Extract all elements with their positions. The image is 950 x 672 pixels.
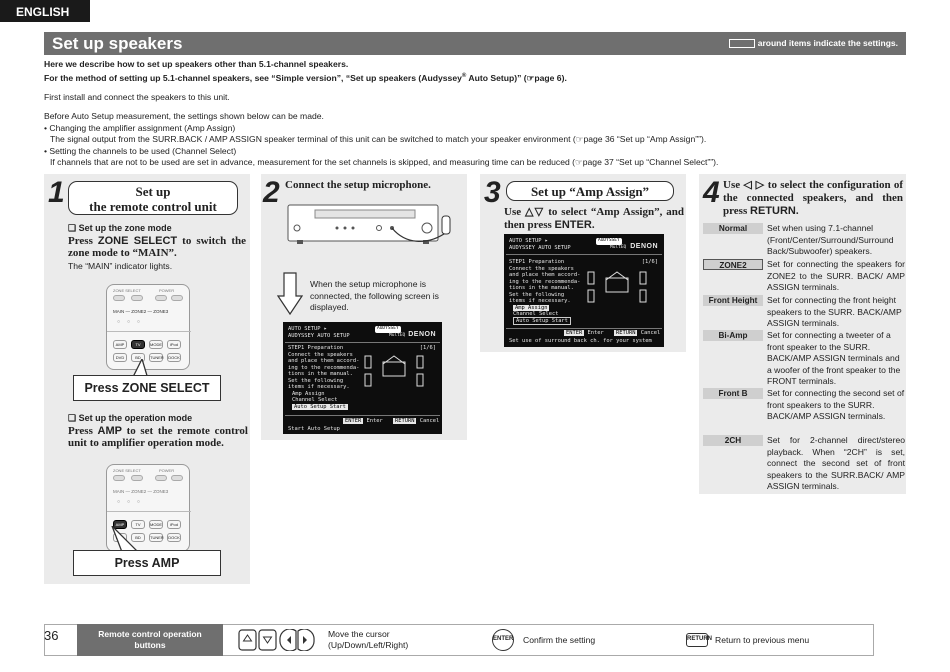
step-3-panel [480,174,686,352]
return-button-icon: RETURN [686,633,708,647]
remote-amp-highlight: AMP [113,520,127,529]
step-4-instruction: Use ◁ ▷ to select the configuration of the connected speakers, and then press RETURN. [723,179,903,217]
remote-button [155,475,167,481]
remote-button [155,295,167,301]
cursor-buttons-icon [238,629,318,651]
receiver-and-microphone-illustration [287,204,457,246]
enter-button-icon: ENTER [492,629,514,651]
intro-bullet-1: • Changing the amplifier assignment (Amp Assign) [44,122,236,133]
reference-icon: ☞ [575,157,583,168]
option-key: Normal [703,223,763,234]
denon-logo: DENON [630,243,658,250]
audyssey-badge: AUDYSSEY [377,326,399,331]
step-1-sub-2: ❑ Set up the operation mode Press AMP to set the remote control unit to amplifier operation mode. [68,413,248,449]
reference-icon: ☞ [526,72,535,83]
step-2-panel [261,174,467,440]
intro-section [44,59,906,169]
step-2-title: Connect the setup microphone. [285,179,431,191]
indicator-box-icon [729,39,755,48]
step-4-number: 4 [703,176,720,209]
remote-button [171,475,183,481]
callout-press-zone-select: Press ZONE SELECT [73,375,221,401]
step-1-title: Set up the remote control unit [68,181,238,215]
speaker-layout-icon [359,352,429,392]
callout-press-amp: Press AMP [73,550,221,576]
title-bar [44,32,906,55]
step-1-sub-1: ❑ Set up the zone mode Press ZONE SELECT to switch the zone mode to “MAIN”. The “MAIN” indicator lights. [68,223,246,271]
down-arrow-icon [277,272,303,316]
option-key: 2CH [703,435,763,446]
remote-zone-select-highlight: TV [131,340,145,349]
footer-confirm: Confirm the setting [523,635,596,645]
step-1-number: 1 [48,176,65,209]
intro-line-4: Before Auto Setup measurement, the settings shown below can be made. [44,111,324,122]
option-key: Bi-Amp [703,330,763,341]
denon-logo: DENON [408,331,436,338]
option-description: Set for 2-channel direct/stereo playback. When “2CH” is set, connect the second set of front speakers to the SURR.BACK/ AMP ASSIGN terminals. [767,435,905,491]
reference-icon: ☞ [575,134,584,145]
step-2-osd-screen: AUTO SETUP ▸ AUDYSSEY AUTO SETUP AUDYSSEY MultEQ DENON STEP1 Preparation Connect the speakers and place them accord- ing to the recommenda- tions in the manual. Set the following items if necessary. Amp Assign Channel Select Auto Setup Start [1/6] ENTER Enter RETURN Cancel Start Auto Setup [283,322,442,434]
step-3-instruction: Use △▽ to select “Amp Assign”, and then press ENTER. [504,206,684,231]
remote-control-image-2: ZONE SELECT POWER MAIN — ZONE2 — ZONE3 ○ ○ ○ AMP TV MODE iPod BD TUNER DOCK [106,464,190,552]
intro-bullet-1-detail: The signal output from the SURR.BACK / AMP ASSIGN speaker terminal of this unit can be switched to match your speaker environment (☞page 36 “Set up “Amp Assign””). [50,134,707,145]
footer-return: Return to previous menu [715,635,810,645]
option-description: Set for connecting the second set of front speakers to the SURR. BACK/AMP ASSIGN terminals. [767,388,905,421]
option-key: Front Height [703,295,763,306]
option-description: Set for connecting a tweeter of a front speaker to the SURR. BACK/AMP ASSIGN terminals and a woofer of the front speaker to the FRONT terminals. [767,330,901,386]
intro-bullet-2: • Setting the channels to be used (Channel Select) [44,145,237,156]
option-key: ZONE2 [703,259,763,270]
page-number: 36 [44,628,59,643]
step-1-panel [44,174,250,584]
intro-bullet-2-detail: If channels that are not to be used are set in advance, measurement for the set channels is skipped, and measuring time can be reduced (☞page 37 “Set up “Channel Select””). [50,157,719,168]
step-3-number: 3 [484,176,501,209]
step-2-number: 2 [263,176,280,209]
language-tab: ENGLISH [0,0,90,22]
step-3-osd-screen: AUTO SETUP ▸ AUDYSSEY AUTO SETUP AUDYSSEY MultEQ DENON STEP1 Preparation Connect the speakers and place them accord- ing to the recommenda- tions in the manual. Set the following items if necessary. Amp Assign Channel Select Auto Setup Start [1/6] ENTER Enter RETURN Cancel Set use of surround back ch. for your system [504,234,664,347]
footer-label: Remote control operation buttons [77,624,223,656]
intro-line-3: First install and connect the speakers to this unit. [44,91,230,102]
title-note: around items indicate the settings. [729,38,898,48]
option-description: Set for connecting the speakers for ZONE2 to the SURR. BACK/ AMP ASSIGN terminals. [767,259,905,292]
remote-button [113,475,125,481]
remote-button [113,295,125,301]
option-description: Set for connecting the front height speakers to the SURR. BACK/AMP ASSIGN terminals. [767,295,902,328]
remote-button [131,295,143,301]
remote-control-image-1: ZONE SELECT POWER MAIN — ZONE2 — ZONE3 ○ ○ ○ AMP TV MODE iPod DVD BD TUNER DOCK [106,284,190,370]
intro-bold-2: For the method of setting up 5.1-channel speakers, see “Simple version”, “Set up speakers (Audyssey® Auto Setup)” (☞page 6). [44,72,567,83]
audyssey-badge: AUDYSSEY [598,238,620,243]
footer-move-cursor: Move the cursor (Up/Down/Left/Right) [328,629,409,650]
remote-button [171,295,183,301]
option-description: Set when using 7.1-channel (Front/Center/Surround/Surround Back/Subwoofer) speakers. [767,223,894,256]
remote-button [131,475,143,481]
step-3-title: Set up “Amp Assign” [506,181,674,201]
intro-bold-1: Here we describe how to set up speakers other than 5.1-channel speakers. [44,59,349,69]
page-title: Set up speakers [52,34,183,53]
speaker-layout-icon [582,268,652,308]
callout-pointer-2 [104,526,144,552]
step-2-note: When the setup microphone is connected, the following screen is displayed. [310,279,439,312]
option-key: Front B [703,388,763,399]
